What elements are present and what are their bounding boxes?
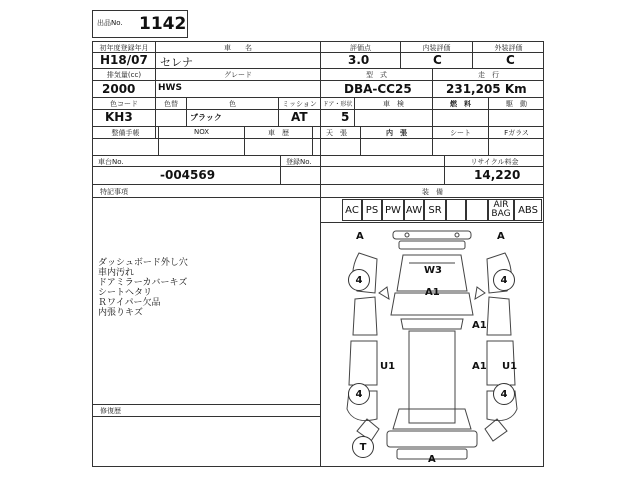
mark-tire: T	[352, 436, 374, 458]
history-label: 車 歴	[268, 129, 289, 137]
interior-panel-label: 内 張	[386, 129, 407, 137]
equip-blank2	[466, 199, 488, 221]
doors-label: ドア・形状	[322, 101, 353, 108]
reg-date-label: 初年度登録年月	[99, 44, 149, 52]
mark-right-side2: A1	[472, 361, 487, 372]
equip-ps: PS	[362, 199, 382, 221]
displacement-label: 排気量(cc)	[106, 71, 142, 79]
mark-right-side1: A1	[472, 320, 487, 331]
remark-line: 内張りキズ	[98, 308, 143, 318]
equip-ac: AC	[342, 199, 362, 221]
remark-line: ダッシュボード外し穴	[98, 258, 188, 268]
color-change-label: 色替	[164, 100, 178, 108]
exterior-score-label: 外装評価	[494, 44, 523, 52]
color-name-value: ブラック	[190, 113, 222, 122]
equipment-label: 装 備	[422, 188, 443, 196]
car-diagram-icon	[321, 223, 543, 466]
color-name-label: 色	[229, 100, 236, 108]
score-value: 3.0	[348, 53, 370, 67]
equip-sr: SR	[424, 199, 446, 221]
displacement-value: 2000	[102, 82, 136, 96]
remark-line: Ｒワイパー欠品	[98, 298, 161, 308]
mileage-value: 231,205 Km	[446, 82, 527, 96]
equip-blank1	[446, 199, 466, 221]
mark-bonnet: A1	[425, 287, 440, 298]
mileage-label: 走 行	[478, 71, 499, 79]
grade-label: グレード	[224, 71, 252, 79]
transmission-value: AT	[291, 110, 308, 124]
drive-label: 駆 動	[506, 100, 527, 108]
equip-abs: ABS	[514, 199, 542, 221]
ceiling-label: 天 張	[326, 129, 347, 137]
mark-right-pillar: U1	[502, 361, 518, 372]
nox-label: NOX	[193, 128, 210, 136]
car-name-label: 車 名	[224, 44, 252, 52]
mark-door-rl: 4	[348, 383, 370, 405]
score-label: 評価点	[350, 44, 371, 52]
repair-history-label: 修復歴	[100, 407, 121, 415]
mark-front-right: A	[497, 231, 505, 242]
mark-door-fr: 4	[493, 269, 515, 291]
recycle-value: 14,220	[474, 168, 521, 182]
car-name-value: セレナ	[160, 56, 193, 69]
chassis-label: 車台No.	[98, 158, 124, 166]
equip-aw: AW	[404, 199, 424, 221]
grade-value: HWS	[158, 83, 182, 93]
remark-line: 車内汚れ	[98, 268, 135, 278]
recycle-label: リサイクル料金	[470, 158, 519, 166]
color-code-value: KH3	[105, 110, 133, 124]
remark-line: ドアミラーカバーキズ	[98, 278, 188, 288]
equip-pw: PW	[382, 199, 404, 221]
model-label: 型 式	[366, 71, 387, 79]
lot-number: 1142	[139, 14, 187, 34]
equip-airbag: AIR BAG	[488, 199, 514, 221]
lot-label: 出品No.	[97, 19, 123, 27]
fuel-label: 燃 料	[450, 100, 471, 108]
maintenance-label: 整備手帳	[111, 129, 140, 137]
regno-label: 登録No.	[286, 158, 312, 166]
remarks-list	[98, 258, 188, 318]
mark-left-pillar: U1	[380, 361, 396, 372]
lot-box	[92, 10, 188, 38]
glass-label: Fガラス	[504, 129, 529, 137]
remarks-label: 特記事項	[100, 188, 128, 196]
color-code-label: 色コード	[110, 100, 138, 108]
chassis-value: -004569	[160, 168, 216, 182]
transmission-label: ミッション	[282, 100, 317, 108]
mark-rear: A	[428, 454, 436, 465]
mark-door-fl: 4	[348, 269, 370, 291]
seat-label: シート	[450, 129, 471, 137]
remark-line: シートヘタリ	[98, 288, 153, 298]
model-value: DBA-CC25	[344, 82, 412, 96]
doors-value: 5	[341, 110, 350, 124]
exterior-score-value: C	[506, 53, 515, 67]
mark-door-rr: 4	[493, 383, 515, 405]
interior-score-value: C	[433, 53, 442, 67]
mark-front-left: A	[356, 231, 364, 242]
inspection-label: 車 検	[383, 100, 404, 108]
interior-score-label: 内装評価	[422, 44, 451, 52]
mark-windshield: W3	[424, 265, 442, 276]
reg-date-value: H18/07	[100, 53, 148, 67]
